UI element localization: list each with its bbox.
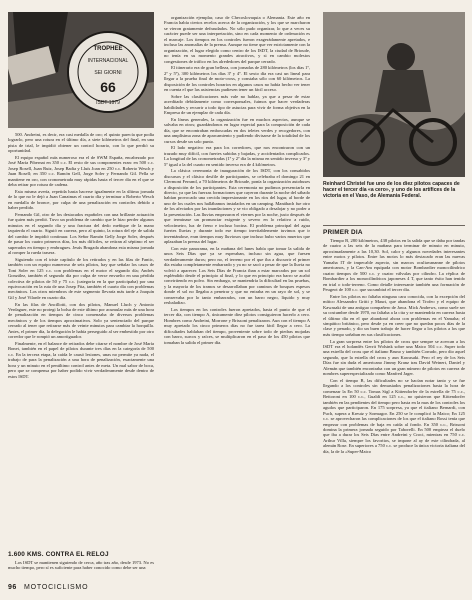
plate-text-1: TROPHEE	[93, 46, 123, 52]
page-number: 96	[8, 584, 17, 591]
photo-rider-with-plate	[8, 12, 154, 128]
paragraph: Los tiempos en los controles fueron apretados, hasta el punto de que el tercer día, con tiempo A, únicamente diez pilotos consiguieron hacerlo a cero. Hombres como Andreini, Morrone y Brissoni penalizaron. Aun con el tiempo A muy apretado los cinco primeros días no fue tarea fácil llegar a cero. La dificultades hablaban del tiempo, proveniente sobre todo de piedras mojadas con barro, surcos y raíces, se multiplicaron en el paso de los 450 pilotos que tomaban la salida el primer día.	[164, 306, 310, 345]
rider-illustration	[8, 12, 154, 128]
paragraph: En las filas de Ancillotti, con dos pilotos, Manuel Lluch y Antonio Verdaguer, este no protegi la bolsa de este último por acumular más de una hora de penalización en tiempos de cinco comenzaba de diversos problemas mecánicos y de los tiempos aproximativos. Solo ya sentenciado del parque cerrado al tener que retirarse más de veinte minutos para cambiar la horquilla. Antes, el primer día, la delegación le había perseguido al ser embestido por otro corredor que le rompió un amortiguador.	[8, 301, 154, 340]
paragraph: Con este panorama, en la mañana del lunes había que tomar la salida de unos Seis Días que ya se esperaban, incluso sin agua, que fuesen verdaderamente duros; pero no, el terreno por el que iba a discurrir el primer día estaba completamente embarrado y ya no se sacó a pesar de que la lluvia no volvió a aparecer. Los Seis Días de Francia iban a estar marcados por un sol espléndido desde el principio al final, y lo que en principio era barro se acabó convirtiendo en polvo. Sin embargo, se mantendría la dificultad en las pruebas, y la mayoría de los tramos se desarrollaban por caminos de bosques espesos donde el sol no llegaba a penetrar y que no entraba en un rayo de sol, y se conservaba por lo tanto embarrados, con un barro negro, líquido y muy resbaladizo.	[164, 245, 310, 306]
paragraph: Finalmente, en el balance de retirados debe citarse el nombre de José María Bonet, también en el papel de pilotos durante tres días en la categoría de 500 c.c. En la tercera etapa, la caída le causó lesiones, unas no permite ya nada, el trabajo de para la penalización a una hora de penalización, exactamente una hora y un minuto en el penúltimo control antes de meta. Un mal sabor de boca, pero que se compensa por haber podido vivir verdaderamente desde dentro de estos ISDT.	[8, 340, 154, 379]
paragraph: Los ISDT se mantienen siguiendo de cerca, año tras año, desde 1973. No es mucho tiempo, pero sí es suficiente para haber conocido como debe ser una	[8, 560, 154, 571]
magazine-name: MOTOCICLISMO	[24, 584, 89, 591]
paragraph: Tiempo B, 280 kilómetros, 438 pilotos en la salida que se daba por tandas de cuatro a las seis de la mañana para terminar de minuto en minuto, aproximadamente a las 10,30. Sol, calor y algunos novedades interesantes entre motos y pilotos. Entre las motos lo más destacado eran las nuevas Yamaha IT de impecable aspecto, sin marcos ocultavananne de pilotos americanos, y la Can-Am equipada con motor Bombardier monocilíndrico cuatro tiempos de 500 c.c. y cuatro válvulas por cilindro. La réplica de Bombardier a los monocilíndricos japoneses 4 T, que tanto éxito han tenido en trial o todo-terreno. Como detalle interesante también una formación de Peugeot de 100 c.c. que sucumbirá el tercer día.	[323, 238, 465, 293]
column-1-lower	[8, 560, 154, 572]
plate-text-5: ISDT 1979	[96, 100, 120, 106]
caption-divider	[323, 225, 465, 226]
paragraph: El equipo español más numeroso era el de SWM España, encabezado por José María Pibernat en 350 c.c. El resto de sus componentes eran: en 500 c.c. Josep Rosell, Juan Ruiz, Josep Badia y Lluís Joan en 250 c.c. Roberto Wesch y Juan Rosell; en 350 c.c. Ramón Gell, Jorge Soler y Fernando Gil. Pella se mantiene en oro, con cronometrada muy rápidas hasta el tercer día en el que se deba retirar por rotura de cadena.	[8, 155, 154, 188]
paragraph: La clásica ceremonia de inauguración de los ISDT, con los consabidos discursos y el clásico desfile de participantes, se celebraba el domingo 21 en Clermont Ferrand, a 70 kilómetros de Brioude, ponía la organización autobuses a disposición de los participantes. Esta ceremonia no pudimos presenciarla en directo, ya que las fuerzas formaciones que cayeron durante la noche del sábado habían provocado una crecida impresionante en los ríos del lugar, al borde de uno de los cuales nos hallábamos instalados en un camping. Manáhach fue otro de los afectados por las inundaciones y se vio obligado a desalojar y no poder a la presentación. Las lluvias empezaron el viernes por la noche, justo después de que terminase un pronunciar exigente y severo en lo relativo a ruido, velocímetro, luz de freno e incluso bocina. El problema principal del agua fuertes lluvias y durante todo ese tiempo inevitablemente tuvimos que ir inventándose, eran tiempos muy lluviosos que incluso hubo varios muertos que aplazaban la prensa del lugar.	[164, 168, 310, 245]
paragraph: Fernando Gil, otro de los destacados españoles con una brillante actuación fue quien más perdió. Tuvo un problema de cambio que le hizo perder algunos minutos en el segundo día y una fractura del dedo meñique de la mano izquierda el cuarto. Siguió en carrera, pero al quinto, la rotura del eje de salida del cambio le impidió continuar. Los Señor Ramón Gelly Jorge Soler, después de pasar los cuatro primeros días, los más difíciles, se retiran al séptimo el ser superados en tiempo y embragues. Jesús Brugada abandona esta misma jornada al romper la rueda trasera.	[8, 211, 154, 256]
photo-reinhard-christel	[323, 12, 465, 177]
column-3	[323, 238, 465, 455]
plate-text-3: SEI GIORNI	[94, 70, 122, 76]
paragraph: Entre los pilotos no faltaba ninguna cara conocida, con la excepción del mítico Alessandro Gritti y Mauri, que abandona el Trofeo y el equipo de Kawasaki de una antiguo compañero de Jawa. Mick Andrews, como suele ser su costumbre desde 1970, no faltaba a la cita y se mantendría en carrera hasta el último día en el que abandonó ahora con problemas en el Yamaha; el simpático británico, pero desde ya en creer que no quedan pocos días de la clase y penado, y dio un buen trabajo de hacer llegar a los pilotos a los que más tiempo soñaban en sus clasificaciones.	[323, 293, 465, 337]
paragraph: El lado negativo era para los corredores, que nos encontraron con un trazado muy difícil, con fuertes subidas y bajadas, y accidentados complicados. La longitud de las cronometradas (1º y 2º día la misma en sentido inverso y 3º y 5º igual a la del cuarto en sentido inverso era de 4 kilómetros.	[164, 145, 310, 167]
section-heading-primer-dia: PRIMER DIA	[323, 229, 363, 236]
column-1	[8, 132, 154, 380]
paragraph: Sobre las clasificaciones más vale no hablar, ya que a pesar de estar acreditado debidamente como corresponsales, fuimos que hacer verdaderas habilidades y recurrir a todo tipo de astucias para vivir de forma objetiva en la Empresa de un ejemplar de cada día.	[164, 93, 310, 116]
paragraph: Esta misma avería, repetida hasta hacerse igualmente en la última jornada de lo que no le dejó a Juan Canaimas el cuarto día y terminar a Roberto Wesch en medalla de bronce, por culpa de una penalización en controles debido a haber perdido.	[8, 188, 154, 211]
paragraph: 500. Andreini, es decir, era casi medalla de oro; el quinto parecía que podía lograrlo, pero una rotura en el último día, a siete kilómetros del final, en una pista de trial, le impidió obtener un control horario, con lo que perdió su oportunidad.	[8, 132, 154, 154]
paragraph: La gran sorpresa entre los pilotos de cross que sempre se acercan a los ISDT era el holandés Gerrit Wolsink sobre una Maico 504 c.c. Super todo una estrella del cross que el italiano Bruno y también Corrado, pero dio aquel segundo, que la estrella del cross y aun Kawasaki. Pero el rey de los Seis Días fue sin duda el americano Jimmy Kranz tras David Weinert, Daniel y Alemán que también encontraba con un gran número de pilotos en carrera de nombres superespecializado como Manfred Jager.	[323, 338, 465, 377]
section-heading: 1.600 KMS. CONTRA EL RELOJ	[8, 551, 109, 558]
photo-caption: Reinhard Christel fue uno de los diez pilotos capaces de hacer el tercer día «a cero», y uno de los artífices de la victoria en el Vaso, de Alemania Federal.	[323, 181, 460, 200]
paragraph: Siguiendo con el triste capítulo de los retirados y en las filas de Fantic, también con un equipo numeroso de seis pilotos, hay que señalar los casos de Toni Soler en 125 c.c. con problemas en el motor el segundo día; Andrés González, también el segundo día por culpa de verse envuelto en una pérdida colectiva de pilotos de 50 y 75 c.c. (categoría en la que participaba) por una equivocación en la ruta de una Josep Fita, también el cuarto día con problemas mecánicos. Los otros miembros de este segmento llevaría más tarde a Joaquín Gil y José Vilarde en cuarto día.	[8, 256, 154, 300]
plate-number: 66	[100, 79, 116, 95]
paragraph: El itinerario era de gran belleza, con jornadas de 280 kilómetros (los días 1º, 2º y 5º), 300 kilómetros los días 3º y 4º. El sexto día era casi un lineal para llegar a la prueba final de moto-cross, y constaba sólo con 60 kilómetros. La disposición de los controles horarios en algunos casos no había hecho ver tener en cuenta el que las asistencias pudiesen tener un fácil acceso.	[164, 65, 310, 93]
paragraph: En líneas generales, la organización fue en muchos aspectos, aunque se salvaba en otros; guardándonos en lugar especial para la composición de cada día, que se encontraban emboscadas en dos teletes verdes y recogedores, con una amplísima zona de aparcamiento y pudiendo divisarse de la totalidad de los cursos desde un solo punto.	[164, 116, 310, 144]
plate-text-2: INTERNACIONAL	[87, 58, 129, 64]
column-2	[164, 15, 310, 346]
paragraph: organización ejemplar, caso de Checoslovaquia o Alemania. Este año en Francia había ciertos recelos acerca de la organización, y los que se marcharon se vieron gratamente defraudados. No sólo pudo organizar, lo que a veces su carácter puede ser una interpretación, sino en cada momento de ordenación es el marcaje. Los tiempos en los controles fueron exagerádamente apretados, e incluso las anomalías de la prensa. Aunque no tiene que ver estrictamente con la organización, el lugar elegido como centro de los ISDT, la ciudad de Brioude, no tenía en su momento grandes atractivos, y si en cambio molestos congestiones de tráfico en los alrededores del parque cerrado.	[164, 15, 310, 64]
rider-photo-illustration	[323, 12, 465, 177]
paragraph: Con el tiempo B, las dificultades no se hacían notar tanto y se fue llegando a los controles sin demasiados penalizaciones hasta la hora de comenzar la En 50 c.c. Tomas Sigl a Kittendorfer de la estrella de 75 c.c., Bettoroni en 100 c.c., Gualdi en 125 c.c., no quisieron que Kittendorfer también en las pendientes del tiempo pero hasta en la mas de los controles los agudos que participaron. En 175 sorpresa, ya que el italiano Bernardi, con Puch, supera a Kreutz y Sormagor. En 250 se le complicó la Maico; En 125 c.c. se aprovecharon las complicaciones de los que el italiano Rossi tenía que empezar con problemas de baja en caída al fondo. En 350 c.c., Brissoni domina la primera jornada seguido por Taborelli. En 500 empieza el duelo que iba a durar los Seis Días entre Andreini y Croci, mientras en 750 c.c. Arthur Villa, siempre los favoritos, se impone al ay de este cilindrada, al alemán Rose. En superiores a 750 c.c. se produce la única victoria italiana del día, la de la «Super-Maico	[323, 377, 465, 454]
